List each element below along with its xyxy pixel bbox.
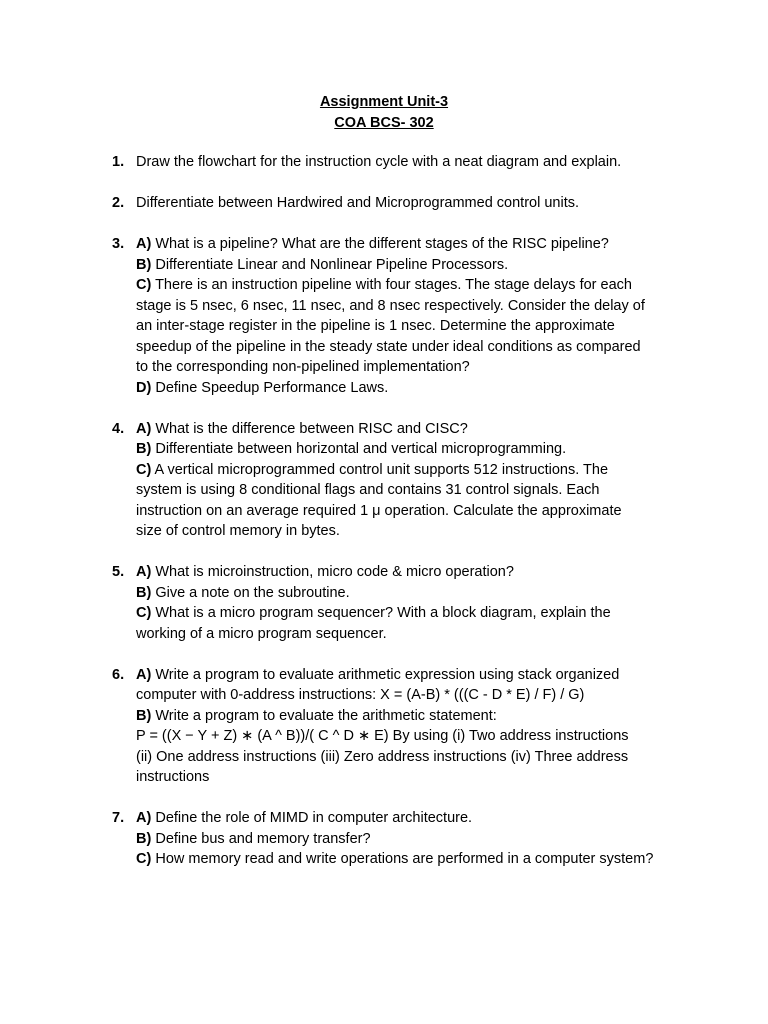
question-text: Differentiate between Hardwired and Microprogrammed control units.	[136, 195, 580, 211]
sub-part-label: C)	[136, 851, 152, 867]
question-text: Give a note on the subroutine.	[151, 584, 350, 601]
question-text: Write a program to evaluate arithmetic expression using stack organized	[151, 666, 620, 683]
question-line	[136, 583, 768, 604]
question-text: instructions	[136, 769, 210, 785]
question-text: Write a program to evaluate the arithmetic statement:	[151, 707, 497, 724]
question-text: Define bus and memory transfer?	[151, 830, 371, 847]
question-text: size of control memory in bytes.	[136, 523, 340, 539]
sub-part-label: B)	[136, 707, 152, 724]
question-line	[136, 275, 768, 296]
question-text: A vertical microprogrammed control unit supports 512 instructions. The	[151, 461, 609, 478]
question-item	[0, 562, 768, 644]
question-line	[136, 562, 768, 583]
sub-part-label: A)	[136, 810, 152, 826]
assignment-title: Assignment Unit-3	[319, 94, 449, 110]
sub-part-label: C)	[136, 277, 152, 293]
question-line	[136, 480, 768, 501]
question-text: Differentiate between horizontal and vertical microprogramming.	[151, 441, 567, 457]
question-text: There is an instruction pipeline with four stages. The stage delays for each	[151, 277, 632, 293]
question-number: 6.	[112, 666, 125, 683]
question-line	[136, 255, 768, 276]
question-line	[136, 501, 768, 522]
question-line	[136, 357, 768, 378]
question-text: an inter-stage register in the pipeline is 1 nsec. Determine the approximate	[136, 318, 615, 334]
question-list	[0, 152, 768, 890]
question-line	[136, 706, 768, 727]
question-line	[136, 726, 768, 747]
question-text: speedup of the pipeline in the steady state under ideal conditions as compared	[136, 338, 641, 355]
sub-part-label: C)	[136, 461, 152, 478]
question-text: system is using 8 conditional flags and contains 31 control signals. Each	[136, 482, 600, 498]
question-line	[136, 439, 768, 460]
question-text: Draw the flowchart for the instruction cycle with a neat diagram and explain.	[136, 154, 622, 170]
question-number: 3.	[112, 236, 125, 252]
question-text: working of a micro program sequencer.	[136, 625, 387, 642]
question-number: 1.	[112, 154, 125, 170]
question-text: What is a pipeline? What are the different stages of the RISC pipeline?	[151, 236, 609, 252]
sub-part-label: A)	[136, 564, 152, 580]
question-text: How memory read and write operations are performed in a computer system?	[151, 851, 654, 867]
question-line	[136, 849, 768, 870]
question-item	[0, 665, 768, 788]
question-text: to the corresponding non-pipelined implementation?	[136, 359, 470, 375]
question-line	[136, 419, 768, 440]
sub-part-label: B)	[136, 441, 152, 457]
question-line	[136, 337, 768, 358]
question-text: Define the role of MIMD in computer architecture.	[151, 810, 473, 826]
sub-part-label: B)	[136, 830, 152, 847]
question-line	[136, 296, 768, 317]
question-line	[136, 665, 768, 686]
course-code: COA BCS- 302	[334, 115, 434, 131]
question-line	[136, 685, 768, 706]
question-text: What is the difference between RISC and CISC?	[151, 420, 468, 437]
question-line	[136, 603, 768, 624]
question-line	[136, 808, 768, 829]
question-line	[136, 767, 768, 788]
question-text: What is a micro program sequencer? With a block diagram, explain the	[151, 605, 611, 621]
question-line	[136, 152, 768, 173]
sub-part-label: D)	[136, 379, 152, 396]
sub-part-label: A)	[136, 236, 152, 252]
question-line	[136, 747, 768, 768]
question-item	[0, 234, 768, 398]
question-item	[0, 808, 768, 870]
question-line	[136, 193, 768, 214]
sub-part-label: A)	[136, 666, 152, 683]
question-number: 2.	[112, 195, 125, 211]
question-item	[0, 419, 768, 542]
question-line	[136, 378, 768, 399]
sub-part-label: C)	[136, 605, 152, 621]
question-item	[0, 152, 768, 173]
question-line	[136, 521, 768, 542]
question-text: instruction on an average required 1 μ operation. Calculate the approximate	[136, 502, 622, 519]
question-line	[136, 460, 768, 481]
question-text: computer with 0-address instructions: X = (A-B) * (((C - D * E) / F) / G)	[136, 687, 585, 703]
question-text: P = ((X − Y + Z) ∗ (A ^ B))/( C ^ D ∗ E) By using (i) Two address instructions	[136, 728, 629, 744]
question-text: Differentiate Linear and Nonlinear Pipeline Processors.	[151, 256, 509, 273]
question-number: 4.	[112, 420, 125, 437]
question-number: 7.	[112, 810, 125, 826]
sub-part-label: A)	[136, 420, 152, 437]
question-line	[136, 829, 768, 850]
sub-part-label: B)	[136, 256, 152, 273]
sub-part-label: B)	[136, 584, 152, 601]
question-number: 5.	[112, 564, 125, 580]
question-line	[136, 316, 768, 337]
question-text: stage is 5 nsec, 6 nsec, 11 nsec, and 8 nsec respectively. Consider the delay of	[136, 297, 645, 314]
question-text: Define Speedup Performance Laws.	[151, 379, 389, 396]
question-line	[136, 624, 768, 645]
question-line	[136, 234, 768, 255]
question-text: (ii) One address instructions (iii) Zero address instructions (iv) Three address	[136, 748, 629, 765]
question-text: What is microinstruction, micro code & micro operation?	[151, 564, 514, 580]
question-item	[0, 193, 768, 214]
